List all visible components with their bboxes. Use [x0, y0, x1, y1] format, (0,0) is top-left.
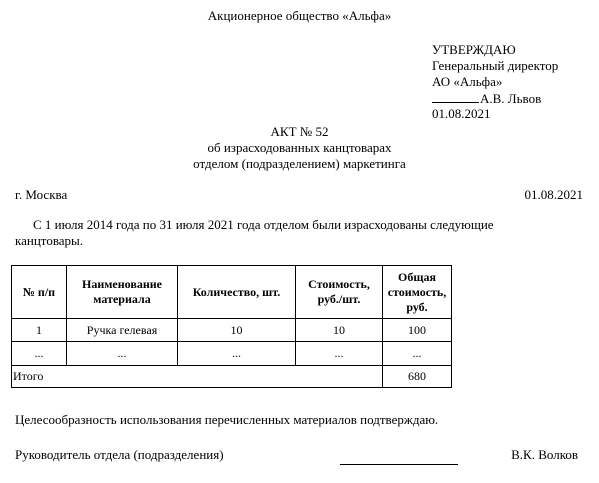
table-cell: ... [296, 342, 383, 366]
approval-organization: АО «Альфа» [432, 74, 503, 89]
column-header: Стоимость, руб./шт. [296, 266, 383, 319]
table-cell: ... [383, 342, 452, 366]
total-label: Итого [12, 366, 383, 388]
column-header: Наименование материала [67, 266, 178, 319]
column-header: Общая стоимость, руб. [383, 266, 452, 319]
approval-position: Генеральный директор [432, 58, 559, 73]
table-header-row [12, 266, 452, 319]
head-role: Руководитель отдела (подразделения) [15, 447, 224, 462]
act-department: отделом (подразделением) маркетинга [193, 156, 406, 171]
approval-block [432, 42, 558, 122]
head-name: В.К. Волков [511, 447, 578, 462]
table-total-row [12, 366, 452, 388]
act-subject: об израсходованных канцтоварах [207, 140, 392, 155]
document-date: 01.08.2021 [524, 187, 583, 202]
approval-signatory: А.В. Львов [480, 91, 542, 106]
signature-line [432, 90, 479, 103]
table-row [12, 342, 452, 366]
table-cell: 100 [383, 319, 452, 342]
table-row [12, 319, 452, 342]
column-header: № п/п [12, 266, 67, 319]
materials-table [11, 265, 452, 388]
table-cell: ... [12, 342, 67, 366]
act-title [0, 124, 599, 172]
table-cell: ... [67, 342, 178, 366]
table-cell: 10 [296, 319, 383, 342]
table-cell: 1 [12, 319, 67, 342]
document-city: г. Москва [15, 187, 68, 202]
approval-stamp: УТВЕРЖДАЮ [432, 42, 516, 57]
total-value: 680 [383, 366, 452, 388]
table-cell: 10 [178, 319, 296, 342]
column-header: Количество, шт. [178, 266, 296, 319]
table-cell: ... [178, 342, 296, 366]
act-number: АКТ № 52 [270, 124, 329, 139]
head-signature-line [340, 464, 458, 465]
conclusion-paragraph: Целесообразность использования перечисленных материалов подтверждаю. [15, 412, 439, 427]
approval-signature-row [432, 90, 558, 106]
intro-paragraph: С 1 июля 2014 года по 31 июля 2021 года отделом были израсходованы следующие канцтовары. [15, 217, 494, 248]
approval-date: 01.08.2021 [432, 106, 491, 121]
table-cell: Ручка гелевая [67, 319, 178, 342]
company-name: Акционерное общество «Альфа» [207, 8, 392, 23]
